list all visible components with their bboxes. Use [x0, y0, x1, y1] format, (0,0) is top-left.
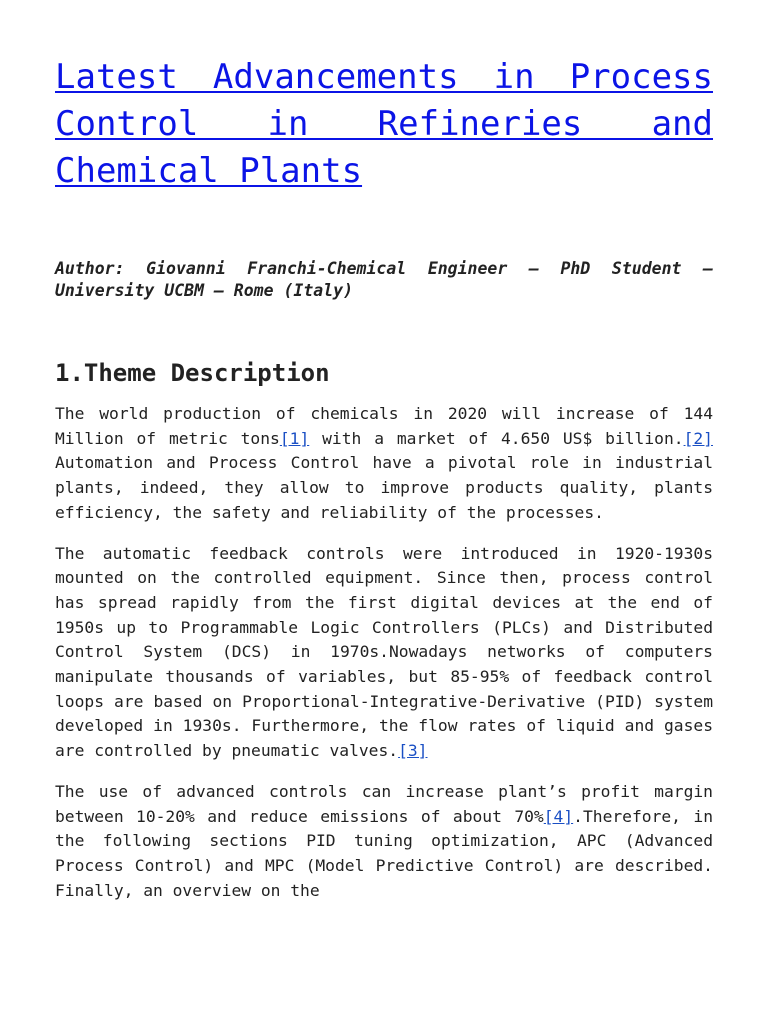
paragraph-text: The use of advanced controls can increase plant’s profit margin between 10-20% and reduce emissions of about 70% [55, 781, 713, 826]
article-title [55, 0, 713, 195]
paragraph-text: The automatic feedback controls were introduced in 1920-1930s mounted on the controlled equipment. Since then, process control has spread rapidly from the first digital devices at the end of 1950s up to Programmable Logic Controllers (PLCs) and Distributed Control System (DCS) in 1970s.Nowadays networks of computers manipulate thousands of variables, but 85-95% of feedback control loops are based on Proportional-Integrative-Derivative (PID) system developed in 1930s. Furthermore, the flow rates of liquid and gases are controlled by pneumatic valves. [55, 543, 713, 761]
section-heading-theme-description: 1.Theme Description [55, 359, 330, 387]
paragraph-chemical-production [55, 402, 713, 526]
footnote-link-1[interactable]: [1] [279, 428, 310, 448]
article-author: Author: Giovanni Franchi-Chemical Engineer – PhD Student –University UCBM – Rome (Italy) [55, 259, 713, 300]
paragraph-text: The world production of chemicals in 2020 will increase of 144 Million of metric tons [55, 404, 713, 448]
footnote-link-2[interactable]: [2] [683, 428, 713, 448]
footnote-link-3[interactable]: [3] [398, 741, 428, 761]
paragraph-text: with a market of 4.650 US$ billion. [309, 428, 684, 448]
paragraph-text: Automation and Process Control have a pivotal role in industrial plants, indeed, they allow to improve products quality, plants efficiency, the safety and reliability of the processes. [55, 453, 713, 522]
article-title-link[interactable]: Latest Advancements in Process Control in Refineries and Chemical Plants [55, 57, 713, 191]
paragraph-advanced-controls [55, 780, 713, 904]
paragraph-feedback-controls [55, 542, 713, 764]
footnote-link-4[interactable]: [4] [543, 806, 574, 826]
paragraph-text: .Therefore, in the following sections PID tuning optimization, APC (Advanced Process Control) and MPC (Model Predictive Control) are described. Finally, an overview on the [55, 806, 713, 900]
